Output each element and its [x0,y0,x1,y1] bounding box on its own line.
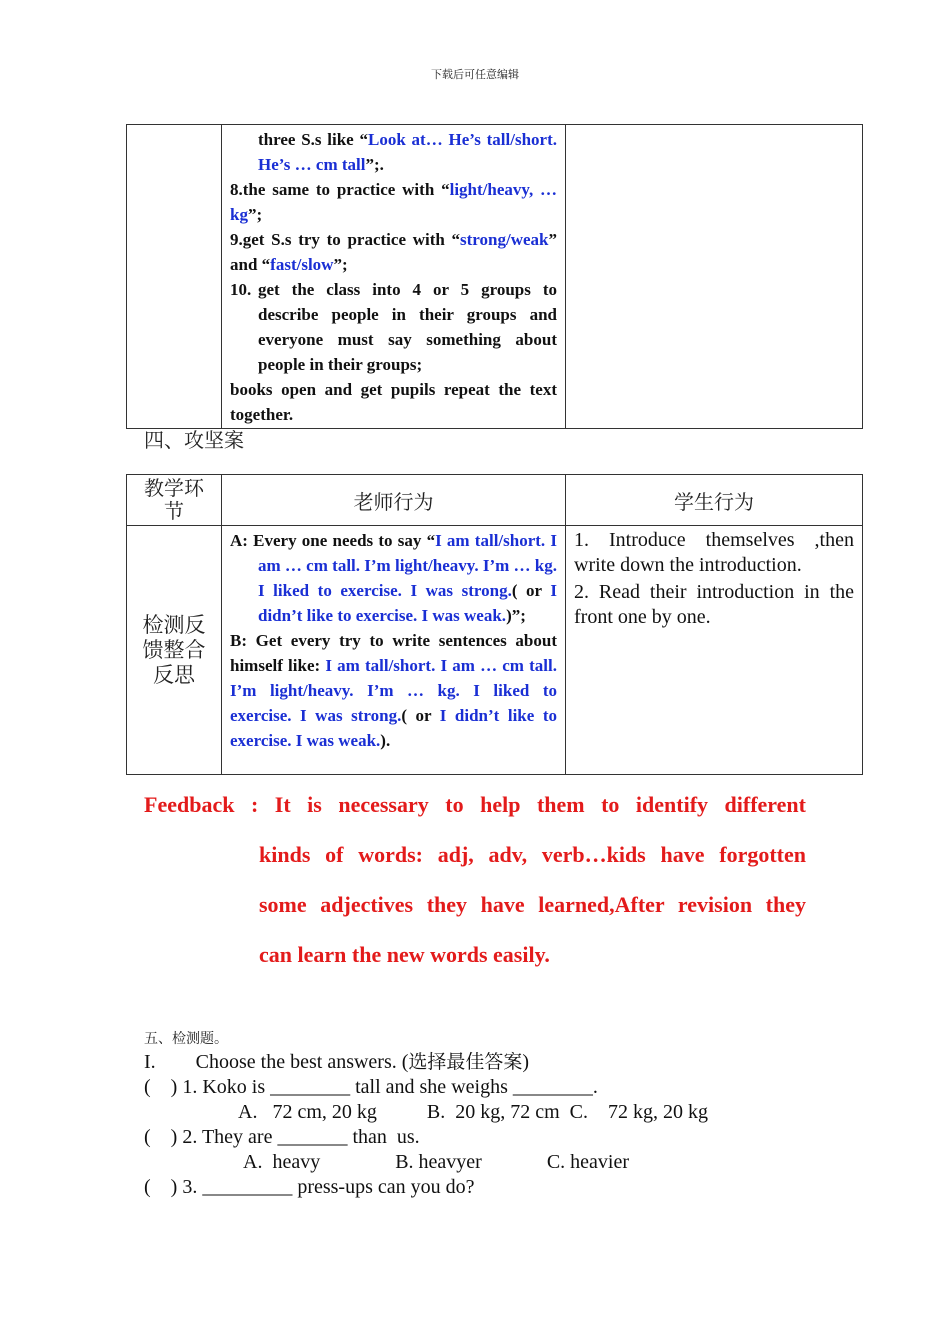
instruction-text: ( or [401,706,440,725]
teacher-steps [222,125,565,428]
stage-label: 检测反馈整合反思 [127,526,222,775]
header-student: 学生行为 [566,475,863,526]
highlighted-phrase: light/heavy, … kg [230,180,558,224]
instruction-text: A: Every one needs to say “ [230,531,436,550]
instruction-text: ). [380,731,391,750]
teacher-step [230,177,557,227]
teacher-item-b [230,628,557,753]
stage-cell-empty [127,125,222,429]
question-2: ( ) 2. They are _______ than us. [144,1126,420,1148]
section-4-title: 四、攻坚案 [144,428,244,452]
instruction-text: books open and get pupils repeat the text together. [230,380,557,424]
teacher-behavior-cell [222,526,566,775]
instruction-text: get the class into 4 or 5 groups to describe people in their groups and everyone must say something about people in their groups; [258,280,557,374]
instruction-text: ”;. [365,155,384,174]
quiz-part-heading: I. Choose the best answers. (选择最佳答案) [144,1051,530,1073]
instruction-text: )”; [506,606,526,625]
highlighted-phrase: I didn’t like to exercise. I was weak. [258,581,557,625]
section-5-title: 五、检测题。 [144,1031,228,1047]
teacher-step [230,227,557,277]
instruction-text: ”; [247,205,263,224]
feedback-line-3: some adjectives they have learned,After revision they [259,892,806,917]
question-1-options: A. 72 cm, 20 kg B. 20 kg, 72 cm C. 72 kg, 20 kg [238,1101,708,1123]
feedback-block [144,780,806,980]
student-item-1: 1. Introduce themselves ,then write down the introduction. [574,529,854,576]
teacher-steps-cell [222,125,566,429]
quiz-part-label: I. [144,1051,156,1073]
step-number: 9. [230,230,243,249]
assessment-table [126,474,863,775]
instruction-text: the same to practice with “ [242,180,450,199]
student-behavior-cell [566,526,863,775]
instruction-text: B: Get every try to write sentences about himself like: [230,631,557,675]
quiz-part-text: Choose the best answers. ( [195,1051,409,1073]
feedback-line-2: kinds of words: adj, adv, verb…kids have forgotten [259,842,806,867]
teacher-step [230,377,557,427]
student-item-2: 2. Read their introduction in the front one by one. [574,581,854,628]
instruction-text: ” and “ [230,230,557,274]
highlighted-phrase: I didn’t like to exercise. I was weak. [230,706,557,750]
quiz-part-cn: 选择最佳答案 [408,1051,523,1073]
highlighted-phrase: Look at… He’s tall/short. He’s … cm tall [258,130,557,174]
question-3: ( ) 3. _________ press-ups can you do? [144,1176,475,1198]
feedback-line-4: can learn the new words easily. [259,942,550,967]
header-note: 下载后可任意编辑 [431,68,519,81]
instruction-text: ”; [333,255,348,274]
question-2-options: A. heavy B. heavyer C. heavier [243,1151,630,1173]
instruction-text: three S.s like “ [258,130,368,149]
student-cell-empty [566,125,863,429]
teacher-item-a [230,528,557,628]
highlighted-phrase: strong/weak [460,230,549,249]
teacher-step [230,277,557,377]
teacher-step [230,127,557,177]
step-number: 8. [230,180,243,199]
instruction-text: ( or [511,581,551,600]
header-teacher: 老师行为 [222,475,566,526]
feedback-line-1: Feedback : It is necessary to help them to identify different [144,792,806,817]
lesson-steps-table [126,124,863,429]
header-stage: 教学环节 [127,475,222,526]
highlighted-phrase: I am tall/short. I am … cm tall. I’m light/heavy. I’m … kg. I liked to exercise. I was strong. [258,531,558,600]
highlighted-phrase: I am tall/short. I am … cm tall. I’m light/heavy. I’m … kg. I liked to exercise. I was strong. [230,656,557,725]
instruction-text: get S.s try to practice with “ [242,230,461,249]
highlighted-phrase: fast/slow [270,255,334,274]
step-number: 10. [230,280,252,299]
question-1: ( ) 1. Koko is ________ tall and she weighs ________. [144,1076,598,1098]
